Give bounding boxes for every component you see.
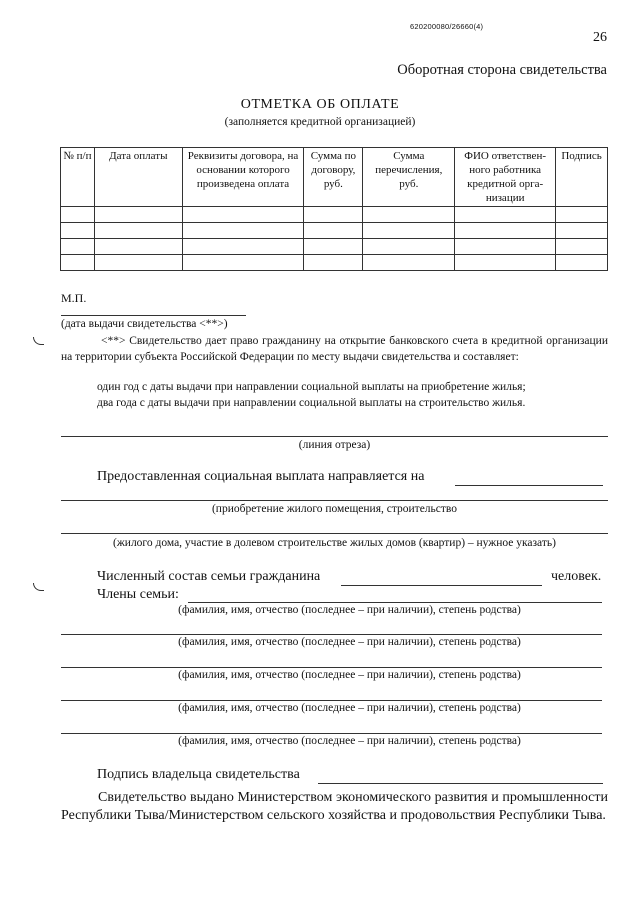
- cut-line-caption: (линия отреза): [298, 439, 371, 451]
- table-row: [61, 255, 608, 271]
- payment-direction-label: Предоставленная социальная выплата направляется на: [97, 469, 425, 484]
- family-member-caption: (фамилия, имя, отчество (последнее – при наличии), степень родства): [178, 702, 521, 714]
- table-cell[interactable]: [556, 239, 608, 255]
- table-row: [61, 207, 608, 223]
- column-header-signature: Подпись: [556, 148, 608, 207]
- table-row: [61, 223, 608, 239]
- family-size-field[interactable]: [341, 585, 542, 586]
- table-cell[interactable]: [61, 239, 95, 255]
- family-size-label: Численный состав семьи гражданина: [97, 569, 321, 584]
- table-cell[interactable]: [363, 239, 455, 255]
- table-cell[interactable]: [455, 207, 556, 223]
- page-title: ОТМЕТКА ОБ ОПЛАТЕ: [240, 97, 400, 112]
- owner-signature-label: Подпись владельца свидетельства: [97, 767, 300, 782]
- column-header-number: № п/п: [61, 148, 95, 207]
- payment-direction-caption-2: (жилого дома, участие в долевом строительстве жилых домов (квартир) – нужное указать): [113, 537, 556, 549]
- table-cell[interactable]: [94, 223, 182, 239]
- payment-direction-field[interactable]: [455, 485, 603, 486]
- column-header-transfer-sum: Сумма перечисления, руб.: [363, 148, 455, 207]
- stamp-label: М.П.: [61, 291, 87, 305]
- table-cell[interactable]: [61, 207, 95, 223]
- table-cell[interactable]: [304, 239, 363, 255]
- column-header-responsible: ФИО ответственного работника кредитной организации: [455, 148, 556, 207]
- table-cell[interactable]: [363, 207, 455, 223]
- footnote-text: <**> Свидетельство дает право гражданину на открытие банковского счета в кредитной организации на территории субъекта Российской Федерации по месту выдачи свидетельства и составляет:: [61, 335, 608, 363]
- table-cell[interactable]: [182, 207, 304, 223]
- table-cell[interactable]: [455, 223, 556, 239]
- family-member-caption: (фамилия, имя, отчество (последнее – при наличии), степень родства): [178, 604, 521, 616]
- footnote-item-1: один год с даты выдачи при направлении социальной выплаты на приобретение жилья;: [97, 381, 526, 393]
- table-cell[interactable]: [61, 255, 95, 271]
- table-cell[interactable]: [556, 223, 608, 239]
- payment-table: [60, 147, 608, 271]
- table-cell[interactable]: [556, 255, 608, 271]
- table-cell[interactable]: [182, 239, 304, 255]
- margin-mark: [33, 583, 44, 591]
- column-header-date: Дата оплаты: [94, 148, 182, 207]
- family-member-caption: (фамилия, имя, отчество (последнее – при наличии), степень родства): [178, 636, 521, 648]
- family-members-label: Члены семьи:: [97, 587, 179, 602]
- table-cell[interactable]: [304, 255, 363, 271]
- table-cell[interactable]: [94, 255, 182, 271]
- family-member-line[interactable]: [61, 733, 602, 734]
- table-cell[interactable]: [94, 239, 182, 255]
- family-member-caption: (фамилия, имя, отчество (последнее – при наличии), степень родства): [178, 669, 521, 681]
- footnote-item-2: два года с даты выдачи при направлении социальной выплаты на строительство жилья.: [97, 397, 526, 409]
- table-cell[interactable]: [61, 223, 95, 239]
- side-label: Оборотная сторона свидетельства: [397, 62, 607, 78]
- column-header-contract-sum: Сумма по договору, руб.: [304, 148, 363, 207]
- issue-date-line[interactable]: [61, 315, 246, 316]
- document-id: 620200080/26660(4): [410, 22, 484, 31]
- table-header-row: [61, 148, 608, 207]
- table-cell[interactable]: [363, 255, 455, 271]
- family-member-line[interactable]: [61, 667, 602, 668]
- table-cell[interactable]: [182, 223, 304, 239]
- table-cell[interactable]: [94, 207, 182, 223]
- table-cell[interactable]: [182, 255, 304, 271]
- table-cell[interactable]: [455, 255, 556, 271]
- table-cell[interactable]: [304, 223, 363, 239]
- payment-direction-line-3[interactable]: [61, 533, 608, 534]
- page-subtitle: (заполняется кредитной организацией): [224, 116, 416, 128]
- table-cell[interactable]: [556, 207, 608, 223]
- payment-direction-caption-1: (приобретение жилого помещения, строительство: [211, 503, 458, 515]
- issued-by-text: Свидетельство выдано Министерством экономического развития и промышленности Республики Тыва/Министерством сельского хозяйства и продовольствия Республики Тыва.: [61, 790, 608, 823]
- family-member-line[interactable]: [188, 602, 602, 603]
- owner-signature-field[interactable]: [318, 783, 603, 784]
- family-size-unit: человек.: [551, 569, 602, 584]
- issue-date-caption: (дата выдачи свидетельства <**>): [61, 318, 228, 330]
- family-member-line[interactable]: [61, 634, 602, 635]
- cut-line: [61, 436, 608, 437]
- margin-mark: [33, 337, 44, 345]
- family-member-line[interactable]: [61, 700, 602, 701]
- table-cell[interactable]: [455, 239, 556, 255]
- page-number: 26: [593, 30, 607, 45]
- table-row: [61, 239, 608, 255]
- payment-direction-line-2[interactable]: [61, 500, 608, 501]
- table-cell[interactable]: [363, 223, 455, 239]
- table-cell[interactable]: [304, 207, 363, 223]
- family-member-caption: (фамилия, имя, отчество (последнее – при наличии), степень родства): [178, 735, 521, 747]
- column-header-contract: Реквизиты договора, на основании которого произведена оплата: [182, 148, 304, 207]
